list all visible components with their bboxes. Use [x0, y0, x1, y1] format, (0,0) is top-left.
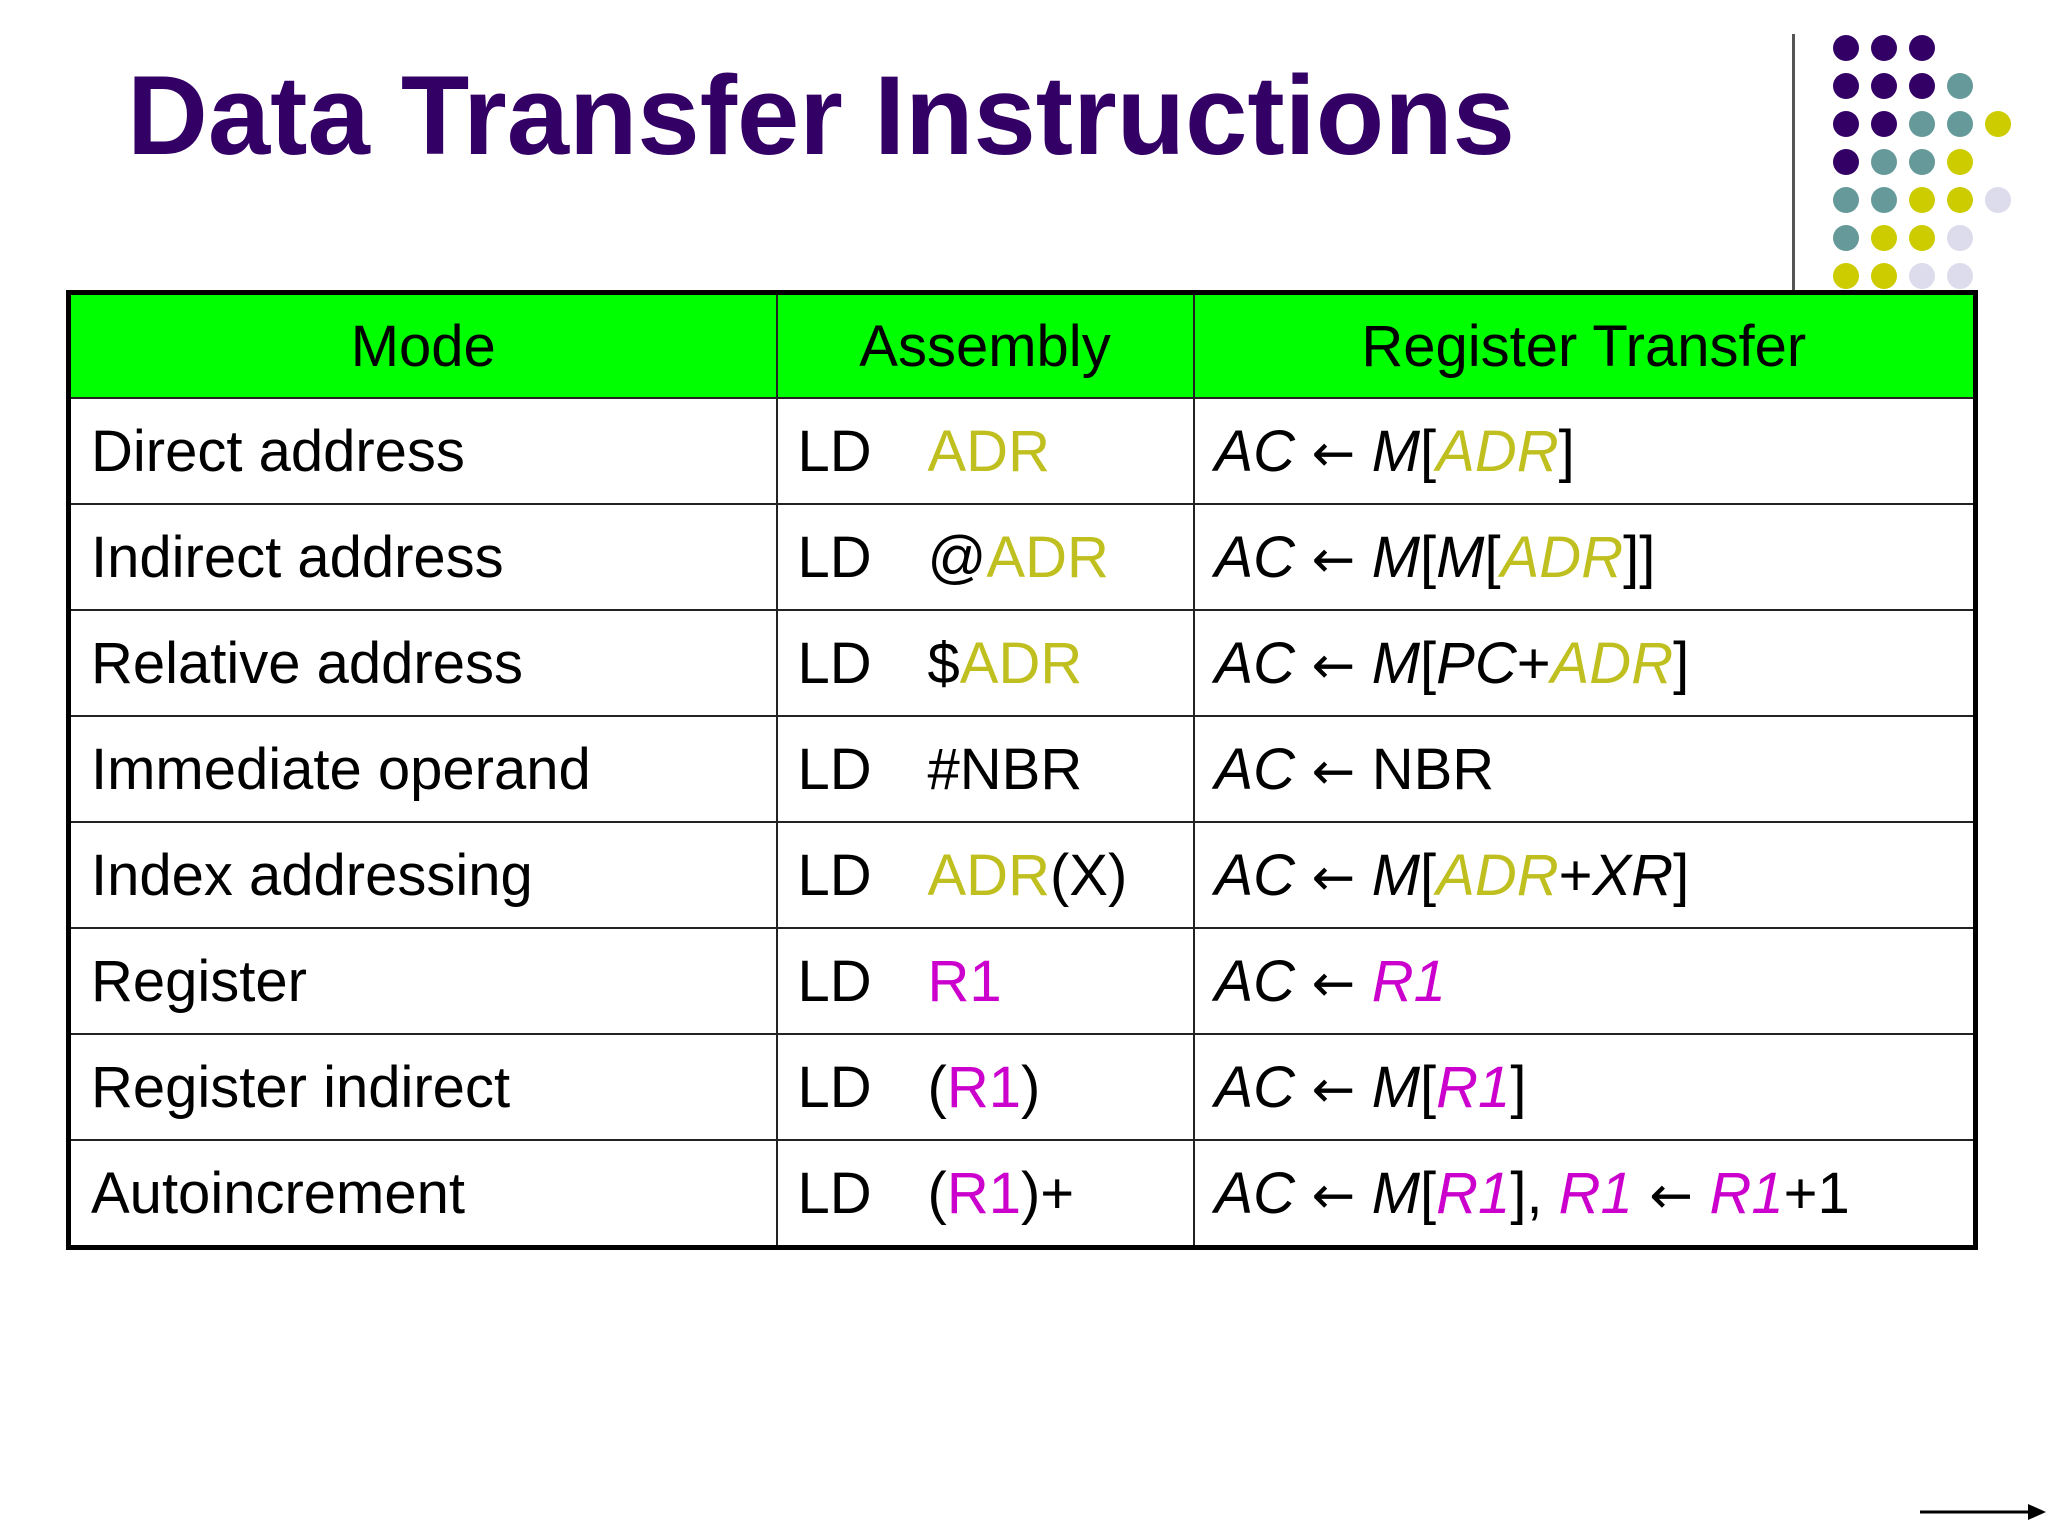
assembly-token: LD: [797, 1054, 872, 1120]
transfer-token: [: [1484, 524, 1501, 590]
cell-assembly: [777, 1034, 1194, 1140]
transfer-token: ]]: [1623, 524, 1656, 590]
header-mode: Mode: [69, 293, 777, 399]
cell-register-transfer: [1194, 716, 1976, 822]
transfer-token: M: [1371, 1054, 1421, 1120]
transfer-token: AC: [1214, 948, 1296, 1014]
assembly-token: LD: [797, 1160, 872, 1226]
assembly-token: (: [927, 1054, 947, 1120]
transfer-token: [: [1420, 842, 1437, 908]
addressing-modes-table: [66, 290, 1978, 1250]
assembly-token: R1: [946, 1160, 1021, 1226]
table-row: [69, 398, 1976, 504]
assembly-token: LD: [797, 524, 872, 590]
transfer-token: [: [1420, 418, 1437, 484]
left-arrow-icon: ←: [1295, 1165, 1372, 1226]
cell-mode: Register indirect: [69, 1034, 777, 1140]
decorative-dot: [1871, 187, 1897, 213]
header-register-transfer: Register Transfer: [1194, 293, 1976, 399]
transfer-token: ]: [1510, 1054, 1527, 1120]
cell-assembly: [777, 398, 1194, 504]
cell-register-transfer: [1194, 1140, 1976, 1248]
assembly-token: ADR: [986, 524, 1109, 590]
transfer-token: ADR: [1500, 524, 1624, 590]
transfer-token: ]: [1673, 842, 1690, 908]
transfer-token: AC: [1214, 524, 1296, 590]
transfer-token: ],: [1510, 1160, 1559, 1226]
decorative-dot: [1909, 35, 1935, 61]
left-arrow-icon: ←: [1295, 635, 1372, 696]
transfer-token: +: [1558, 842, 1593, 908]
decorative-dot: [1947, 263, 1973, 289]
decorative-dot: [1909, 187, 1935, 213]
transfer-token: ]: [1673, 630, 1690, 696]
cell-mode: Register: [69, 928, 777, 1034]
transfer-token: [: [1420, 1160, 1437, 1226]
decorative-dot: [1833, 35, 1859, 61]
transfer-token: M: [1436, 524, 1485, 590]
decorative-dot: [1909, 225, 1935, 251]
table-row: [69, 610, 1976, 716]
cell-assembly: [777, 822, 1194, 928]
left-arrow-icon: ←: [1295, 741, 1372, 802]
cell-mode: Autoincrement: [69, 1140, 777, 1248]
assembly-token: LD: [797, 630, 872, 696]
decorative-dot: [1909, 263, 1935, 289]
assembly-token: R1: [927, 948, 1002, 1014]
transfer-token: R1: [1558, 1160, 1633, 1226]
decorative-dot: [1909, 111, 1935, 137]
transfer-token: PC: [1436, 630, 1517, 696]
decorative-dot: [1871, 111, 1897, 137]
transfer-token: NBR: [1371, 736, 1495, 802]
cell-mode: Index addressing: [69, 822, 777, 928]
left-arrow-icon: ←: [1295, 1059, 1372, 1120]
title-divider-line: [1792, 34, 1795, 290]
transfer-token: M: [1371, 1160, 1421, 1226]
transfer-token: +: [1516, 630, 1551, 696]
assembly-token: #NBR: [927, 736, 1083, 802]
table-header-row: [69, 293, 1976, 399]
table-row: [69, 504, 1976, 610]
transfer-token: R1: [1371, 948, 1446, 1014]
table-row: [69, 822, 1976, 928]
left-arrow-icon: ←: [1295, 953, 1372, 1014]
transfer-token: AC: [1214, 630, 1296, 696]
table-row: [69, 928, 1976, 1034]
transfer-token: ADR: [1550, 630, 1674, 696]
transfer-token: [: [1420, 524, 1437, 590]
transfer-token: AC: [1214, 418, 1296, 484]
transfer-token: M: [1371, 630, 1421, 696]
transfer-token: ]: [1558, 418, 1575, 484]
assembly-token: (X): [1049, 842, 1128, 908]
cell-mode: Immediate operand: [69, 716, 777, 822]
table-row: [69, 1034, 1976, 1140]
decorative-dot: [1985, 111, 2011, 137]
decorative-dot: [1871, 35, 1897, 61]
assembly-token: LD: [797, 948, 872, 1014]
assembly-token: LD: [797, 736, 872, 802]
decorative-dot: [1985, 187, 2011, 213]
assembly-token: LD: [797, 842, 872, 908]
decorative-dot: [1871, 149, 1897, 175]
cell-register-transfer: [1194, 398, 1976, 504]
decorative-dot: [1833, 225, 1859, 251]
cell-assembly: [777, 716, 1194, 822]
assembly-token: ADR: [959, 630, 1083, 696]
transfer-token: [: [1420, 1054, 1437, 1120]
decorative-dot: [1871, 73, 1897, 99]
cell-assembly: [777, 928, 1194, 1034]
decorative-dot: [1833, 73, 1859, 99]
assembly-token: @: [927, 524, 987, 590]
cell-register-transfer: [1194, 504, 1976, 610]
transfer-token: AC: [1214, 1054, 1296, 1120]
decorative-dot: [1947, 187, 1973, 213]
decorative-dot: [1833, 111, 1859, 137]
cell-assembly: [777, 504, 1194, 610]
assembly-token: (: [927, 1160, 947, 1226]
assembly-token: ADR: [927, 418, 1050, 484]
cell-assembly: [777, 610, 1194, 716]
table-row: [69, 716, 1976, 822]
cell-register-transfer: [1194, 1034, 1976, 1140]
left-arrow-icon: ←: [1295, 847, 1372, 908]
assembly-token: )+: [1020, 1160, 1075, 1226]
assembly-token: $: [927, 630, 960, 696]
decorative-dot: [1833, 263, 1859, 289]
transfer-token: M: [1371, 842, 1421, 908]
transfer-token: AC: [1214, 842, 1296, 908]
cell-register-transfer: [1194, 822, 1976, 928]
transfer-token: R1: [1709, 1160, 1784, 1226]
cell-assembly: [777, 1140, 1194, 1248]
transfer-token: +1: [1783, 1160, 1850, 1226]
left-arrow-icon: ←: [1632, 1165, 1710, 1226]
left-arrow-icon: ←: [1295, 423, 1372, 484]
transfer-token: AC: [1214, 1160, 1296, 1226]
assembly-token: ): [1020, 1054, 1041, 1120]
transfer-token: ADR: [1436, 418, 1559, 484]
slide-title: Data Transfer Instructions: [127, 53, 1515, 178]
table-row: [69, 1140, 1976, 1248]
cell-mode: Relative address: [69, 610, 777, 716]
decorative-dot: [1833, 149, 1859, 175]
cell-register-transfer: [1194, 610, 1976, 716]
assembly-token: R1: [946, 1054, 1021, 1120]
next-slide-arrow-icon[interactable]: [1920, 1500, 2046, 1524]
cell-mode: Indirect address: [69, 504, 777, 610]
transfer-token: M: [1371, 524, 1421, 590]
assembly-token: LD: [797, 418, 872, 484]
decorative-dot: [1871, 263, 1897, 289]
decorative-dot: [1909, 149, 1935, 175]
decorative-dot: [1833, 187, 1859, 213]
transfer-token: ADR: [1436, 842, 1559, 908]
cell-register-transfer: [1194, 928, 1976, 1034]
decorative-dot: [1947, 149, 1973, 175]
header-assembly: Assembly: [777, 293, 1194, 399]
decorative-dot: [1909, 73, 1935, 99]
decorative-dot: [1947, 73, 1973, 99]
transfer-token: R1: [1436, 1054, 1511, 1120]
assembly-token: ADR: [927, 842, 1050, 908]
decorative-dot: [1947, 225, 1973, 251]
left-arrow-icon: ←: [1295, 529, 1372, 590]
transfer-token: XR: [1592, 842, 1674, 908]
transfer-token: R1: [1436, 1160, 1511, 1226]
transfer-token: [: [1420, 630, 1437, 696]
decorative-dot: [1947, 111, 1973, 137]
transfer-token: AC: [1214, 736, 1296, 802]
cell-mode: Direct address: [69, 398, 777, 504]
transfer-token: M: [1371, 418, 1421, 484]
decorative-dot: [1871, 225, 1897, 251]
